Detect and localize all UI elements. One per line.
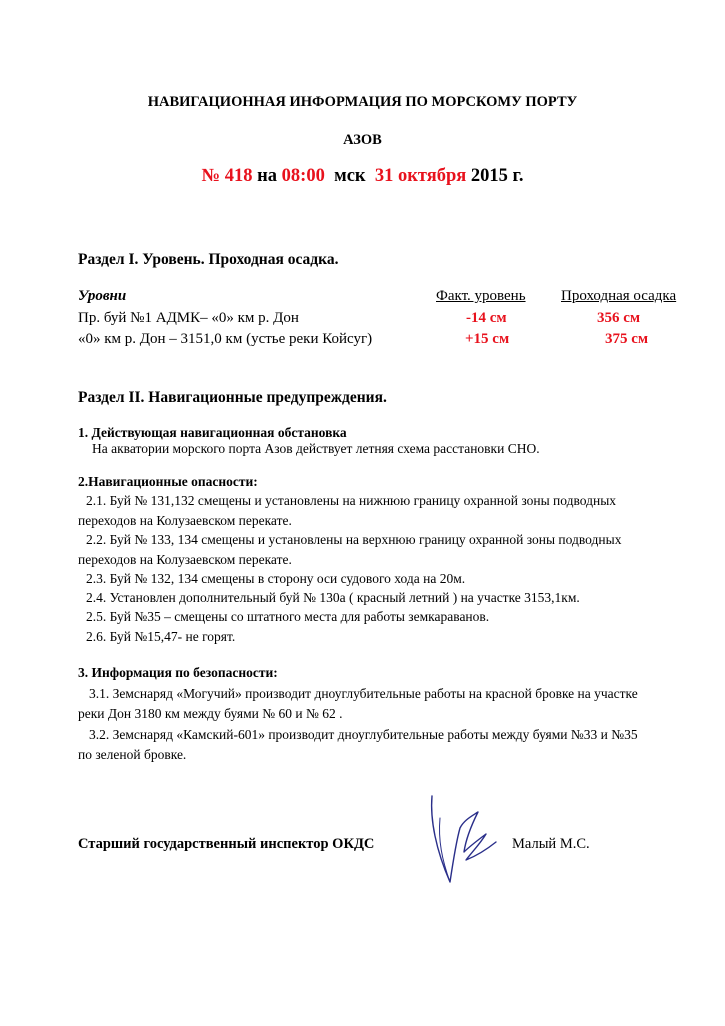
section2-title: Раздел II. Навигационные предупреждения. xyxy=(78,389,387,406)
issue-date: 31 октября xyxy=(374,166,467,186)
handwritten-signature xyxy=(420,790,510,890)
hazard-line: 2.6. Буй №15,47- не горят. xyxy=(86,629,236,644)
situation-text: На акватории морского порта Азов действует летняя схема расстановки СНО. xyxy=(92,441,540,456)
hazard-line: 2.4. Установлен дополнительный буй № 130а ( красный летний ) на участке 3153,1км. xyxy=(86,590,580,605)
hazards-heading: 2.Навигационные опасности: xyxy=(78,474,258,489)
issue-number-label: № xyxy=(201,166,221,186)
signer-position: Старший государственный инспектор ОКДС xyxy=(78,836,375,852)
safety-line: 3.1. Земснаряд «Могучий» производит дноуглубительные работы на красной бровке на участке xyxy=(89,686,638,701)
hazard-line: переходов на Колузаевском перекате. xyxy=(78,513,292,528)
col-header-fact-level: Факт. уровень xyxy=(436,288,526,304)
issue-time: 08:00 xyxy=(281,166,325,186)
issue-at-label: на xyxy=(257,166,278,186)
issue-timezone: мск xyxy=(334,166,366,186)
hazard-line: 2.2. Буй № 133, 134 смещены и установлены на верхнюю границу охранной зоны подводных xyxy=(86,532,622,547)
table-row-draft: 356 см xyxy=(597,310,641,326)
table-row-level: +15 см xyxy=(465,331,510,347)
hazard-line: переходов на Колузаевском перекате. xyxy=(78,552,292,567)
signer-name: Малый М.С. xyxy=(512,836,590,852)
port-name: АЗОВ xyxy=(343,132,382,148)
table-row-name: «0» км р. Дон – 3151,0 км (устье реки Койсуг) xyxy=(78,331,373,347)
section1-title: Раздел I. Уровень. Проходная осадка. xyxy=(78,251,339,268)
safety-heading: 3. Информация по безопасности: xyxy=(78,665,278,680)
issue-line xyxy=(0,166,725,187)
hazard-line: 2.1. Буй № 131,132 смещены и установлены на нижнюю границу охранной зоны подводных xyxy=(86,493,617,508)
safety-line: по зеленой бровке. xyxy=(78,747,187,762)
issue-year: 2015 г. xyxy=(470,166,524,186)
safety-line: 3.2. Земснаряд «Камский-601» производит дноуглубительные работы между буями №33 и №35 xyxy=(89,727,638,742)
hazard-line: 2.3. Буй № 132, 134 смещены в сторону оси судового хода на 20м. xyxy=(86,571,466,586)
hazard-line: 2.5. Буй №35 – смещены со штатного места для работы земкараванов. xyxy=(86,609,490,624)
table-row-draft: 375 см xyxy=(605,331,649,347)
table-row-name: Пр. буй №1 АДМК– «0» км р. Дон xyxy=(78,310,299,326)
col-header-draft: Проходная осадка xyxy=(561,288,677,304)
safety-line: реки Дон 3180 км между буями № 60 и № 62 . xyxy=(78,706,343,721)
issue-number: 418 xyxy=(224,166,253,186)
col-header-levels: Уровни xyxy=(78,288,127,304)
situation-heading: 1. Действующая навигационная обстановка xyxy=(78,425,347,440)
document-title: НАВИГАЦИОННАЯ ИНФОРМАЦИЯ ПО МОРСКОМУ ПОРТУ xyxy=(147,94,578,110)
table-row-level: -14 см xyxy=(466,310,507,326)
